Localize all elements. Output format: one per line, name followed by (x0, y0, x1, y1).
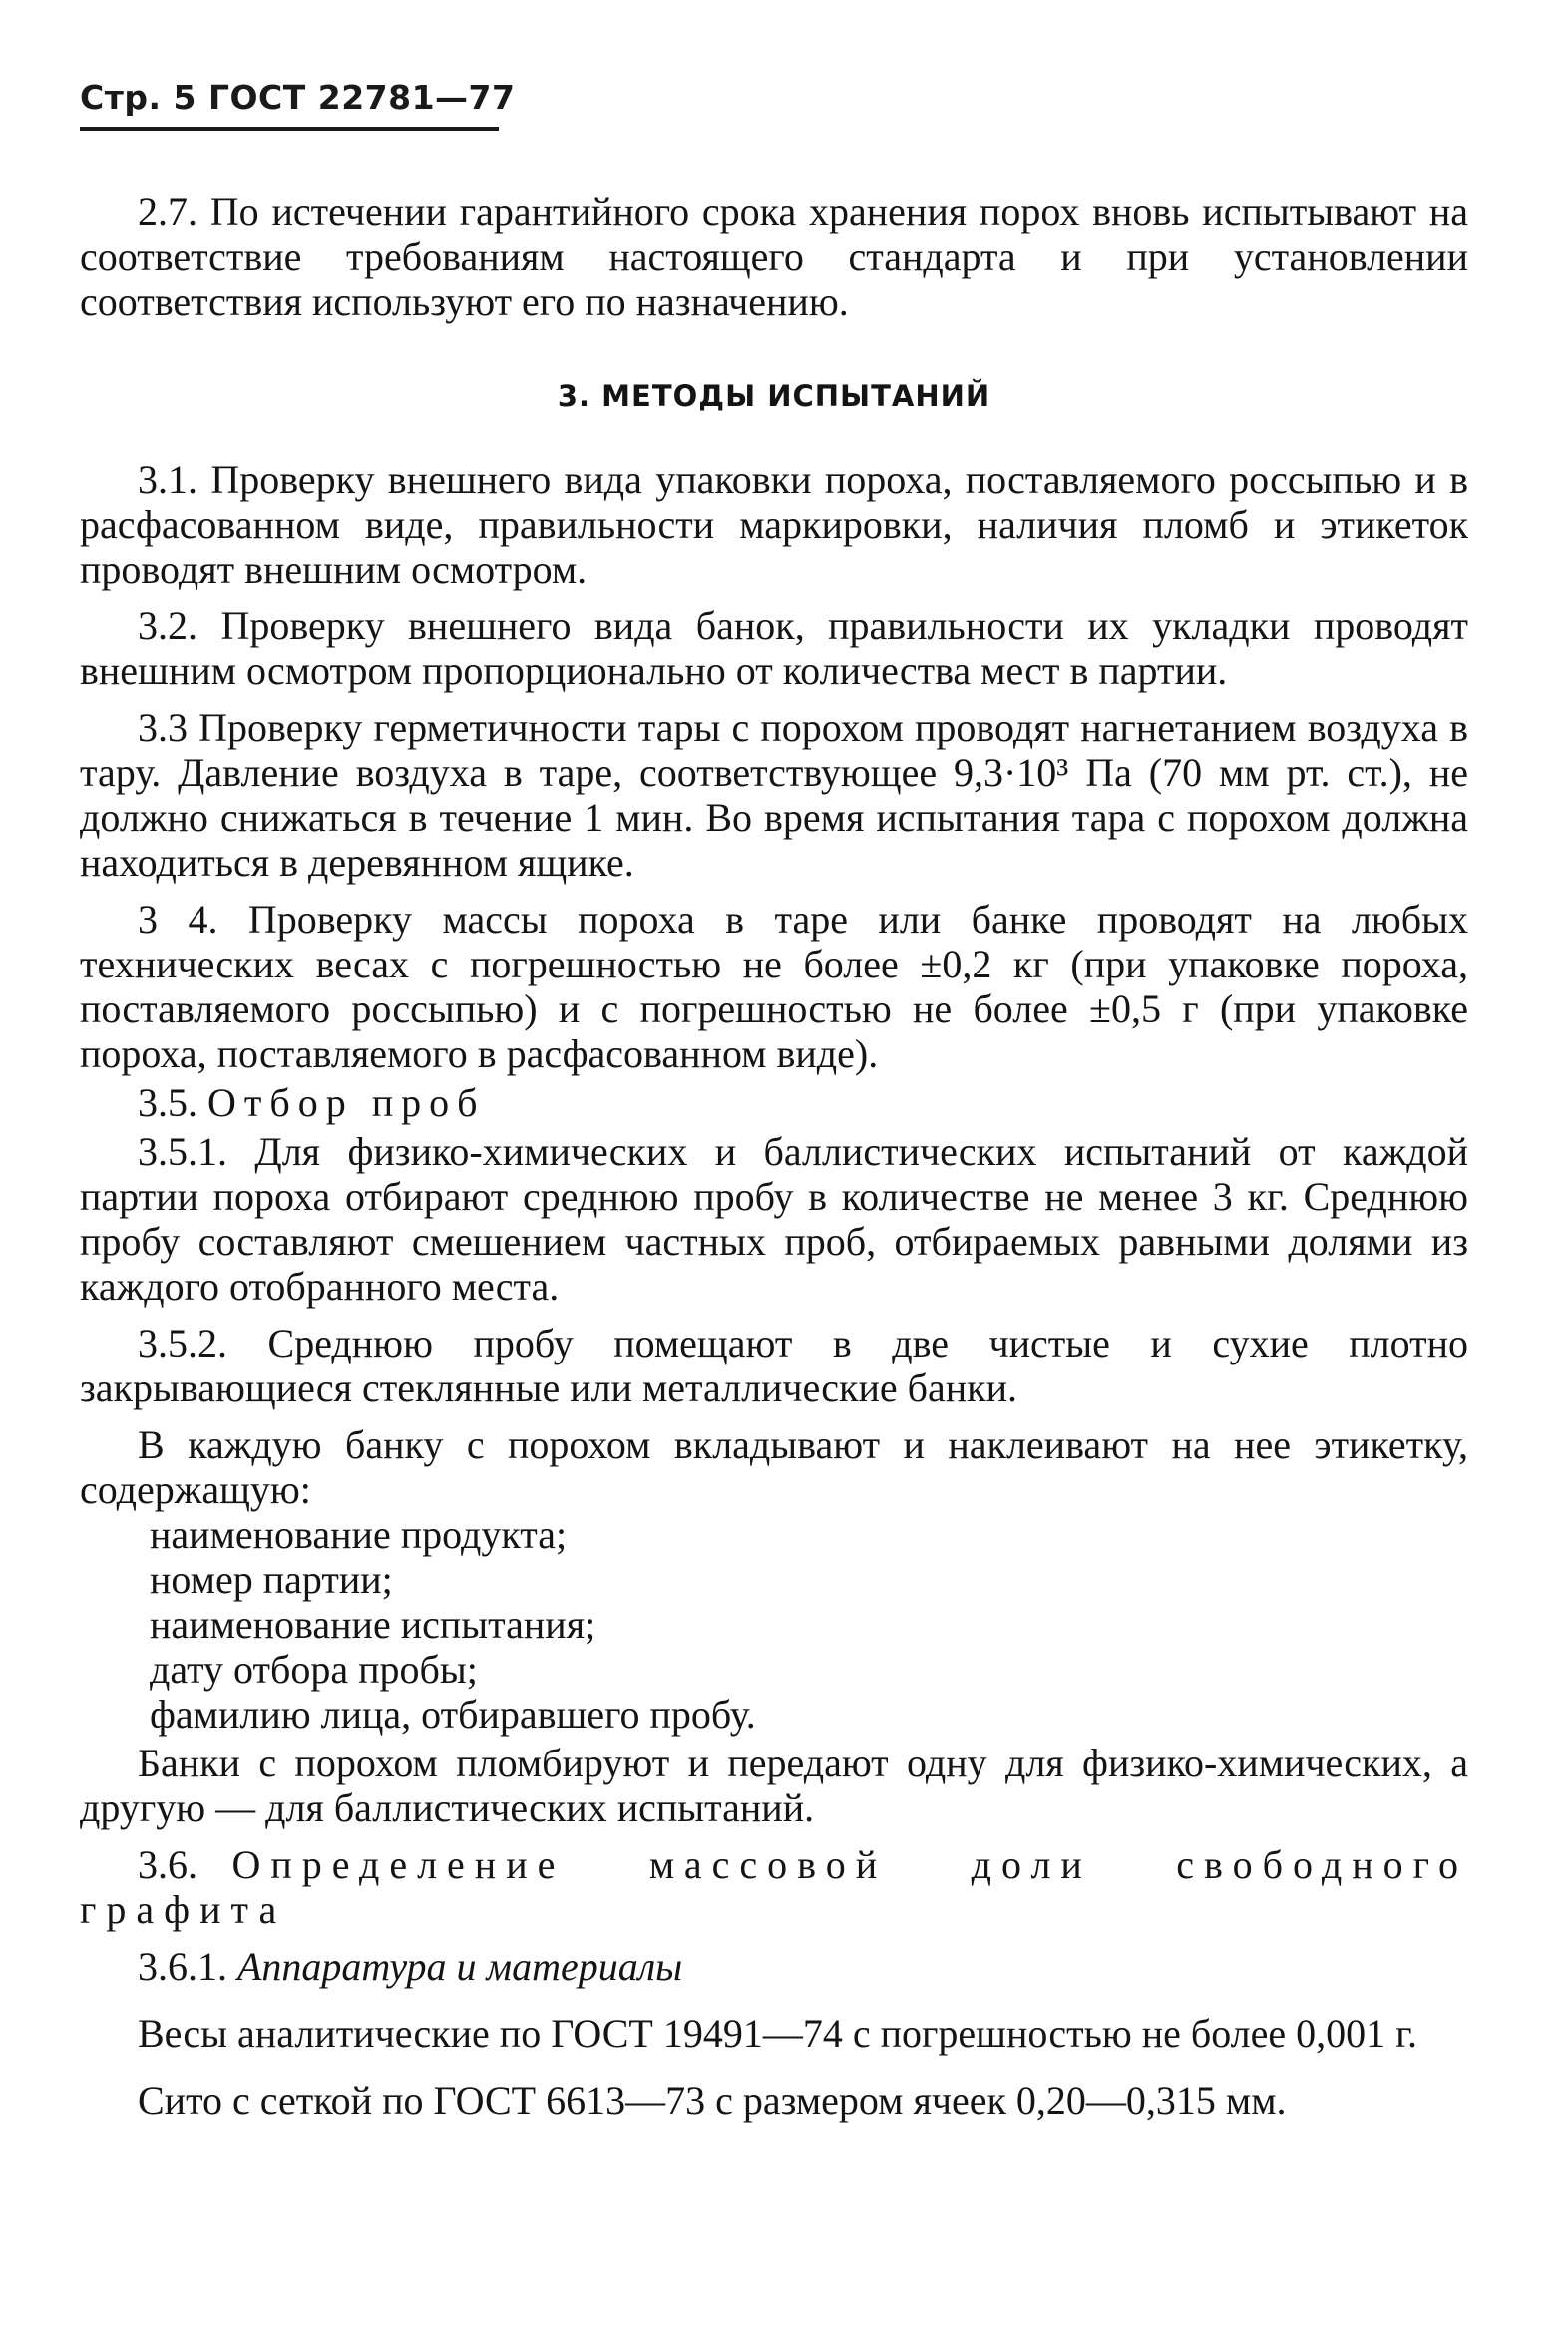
paragraph-3-4: 3 4. Проверку массы пороха в таре или банке проводят на любых технических весах с погрешностью не более ±0,2 кг (при упаковке пороха, поставляемого россыпью) и с погрешностью не более ±0,5 г (при упаковке пороха, поставляемого в расфасованном виде). (80, 897, 1468, 1076)
list-item: номер партии; (150, 1557, 393, 1602)
subheading-3-6-1 (80, 1944, 1468, 1989)
list-item: наименование испытания; (150, 1602, 596, 1647)
paragraph-seal: Банки с порохом пломбируют и передают одну для физико-химических, а другую — для баллистических испытаний. (80, 1741, 1468, 1830)
list-item: фамилию лица, отбиравшего пробу. (150, 1692, 756, 1737)
label-items-list (80, 1512, 1468, 1737)
subheading-3-5 (80, 1080, 1468, 1125)
paragraph-sieve: Сито с сеткой по ГОСТ 6613—73 с размером ячеек 0,20—0,315 мм. (138, 2078, 1287, 2123)
subheading-3-6-number: 3.6. (138, 1842, 197, 1887)
section-heading-3: 3. МЕТОДЫ ИСПЫТАНИЙ (557, 379, 991, 413)
paragraph-3-5-2: 3.5.2. Среднюю пробу помещают в две чистые и сухие плотно закрывающиеся стеклянные или металлические банки. (80, 1321, 1468, 1410)
subheading-3-5-title: Отбор проб (207, 1080, 486, 1125)
paragraph-3-1: 3.1. Проверку внешнего вида упаковки пороха, поставляемого россыпью и в расфасованном виде, правильности маркировки, наличия пломб и этикеток проводят внешним осмотром. (80, 457, 1468, 591)
subheading-3-6-title: Определение массовой доли свободного графита (80, 1842, 1469, 1932)
subheading-3-6 (80, 1842, 1468, 1932)
header-rule (80, 127, 499, 131)
list-item: наименование продукта; (150, 1512, 568, 1557)
list-item: дату отбора пробы; (150, 1647, 478, 1692)
subheading-3-6-1-number: 3.6.1. (138, 1944, 227, 1989)
paragraph-scales: Весы аналитические по ГОСТ 19491—74 с погрешностью не более 0,001 г. (138, 2011, 1418, 2056)
paragraph-3-3: 3.3 Проверку герметичности тары с порохом проводят нагнетанием воздуха в тару. Давление воздуха в таре, соответствующее 9,3·10³ Па (70 мм рт. ст.), не должно снижаться в течение 1 мин. Во время испытания тара с порохом должна находиться в деревянном ящике. (80, 705, 1468, 885)
document-body (80, 190, 1468, 2123)
page-header: Стр. 5 ГОСТ 22781—77 (80, 78, 516, 117)
subheading-3-6-1-title: Аппаратура и материалы (237, 1944, 683, 1989)
paragraph-3-5-1: 3.5.1. Для физико-химических и баллистических испытаний от каждой партии пороха отбирают среднюю пробу в количестве не менее 3 кг. Среднюю пробу составляют смешением частных проб, отбираемых равными долями из каждого отобранного места. (80, 1129, 1468, 1309)
paragraph-3-2: 3.2. Проверку внешнего вида банок, правильности их укладки проводят внешним осмотром пропорционально от количества мест в партии. (80, 603, 1468, 693)
paragraph-2-7: 2.7. По истечении гарантийного срока хранения порох вновь испытывают на соответствие требованиям настоящего стандарта и при установлении соответствия используют его по назначению. (80, 190, 1468, 324)
paragraph-label-intro: В каждую банку с порохом вкладывают и наклеивают на нее этикетку, содержащую: (80, 1422, 1468, 1512)
subheading-3-5-number: 3.5. (138, 1080, 197, 1125)
